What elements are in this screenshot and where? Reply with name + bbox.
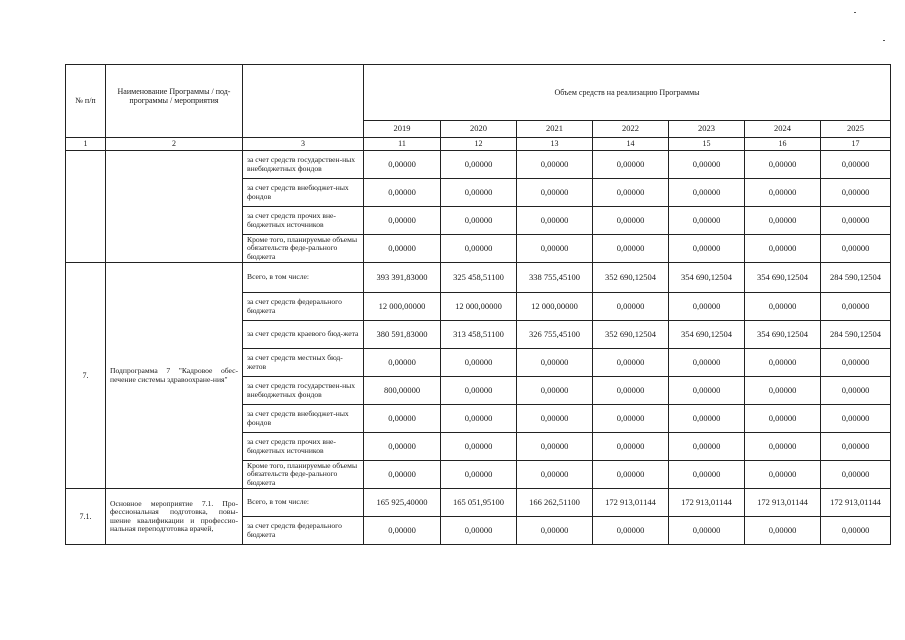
- value-cell: 0,00000: [441, 405, 517, 433]
- value-cell: 0,00000: [593, 293, 669, 321]
- funding-source: за счет средств прочих вне-бюджетных источников: [243, 433, 364, 461]
- value-cell: 0,00000: [364, 433, 441, 461]
- year-header: 2024: [745, 121, 821, 138]
- funding-source: за счет средств внебюджет-ных фондов: [243, 179, 364, 207]
- value-cell: 0,00000: [517, 405, 593, 433]
- funding-source: Кроме того, планируемые объемы обязательств феде-рального бюджета: [243, 461, 364, 489]
- value-cell: 0,00000: [821, 151, 891, 179]
- funding-source: за счет средств федерального бюджета: [243, 293, 364, 321]
- value-cell: 0,00000: [593, 461, 669, 489]
- year-header: 2020: [441, 121, 517, 138]
- funding-source: Кроме того, планируемые объемы обязательств феде-рального бюджета: [243, 235, 364, 263]
- value-cell: 0,00000: [821, 405, 891, 433]
- funding-source: Всего, в том числе:: [243, 263, 364, 293]
- value-cell: 0,00000: [821, 207, 891, 235]
- value-cell: 800,00000: [364, 377, 441, 405]
- funding-source: за счет средств прочих вне-бюджетных источников: [243, 207, 364, 235]
- value-cell: 284 590,12504: [821, 263, 891, 293]
- value-cell: 0,00000: [517, 377, 593, 405]
- column-number: 3: [243, 138, 364, 151]
- value-cell: 0,00000: [821, 293, 891, 321]
- value-cell: 0,00000: [669, 405, 745, 433]
- value-cell: 0,00000: [441, 235, 517, 263]
- value-cell: 0,00000: [364, 461, 441, 489]
- header-num: № п/п: [66, 65, 106, 138]
- header-volume: Объем средств на реализацию Программы: [364, 65, 891, 121]
- value-cell: 0,00000: [745, 405, 821, 433]
- row-name: Подпрограмма 7 "Кадровое обес-печение системы здравоохране-ния": [106, 263, 243, 489]
- value-cell: 0,00000: [593, 179, 669, 207]
- header-source: [243, 65, 364, 138]
- value-cell: 0,00000: [517, 349, 593, 377]
- value-cell: 172 913,01144: [669, 489, 745, 517]
- column-number: 11: [364, 138, 441, 151]
- column-number: 17: [821, 138, 891, 151]
- row-index: 7.1.: [66, 489, 106, 545]
- value-cell: 354 690,12504: [669, 321, 745, 349]
- value-cell: 326 755,45100: [517, 321, 593, 349]
- value-cell: 0,00000: [517, 461, 593, 489]
- value-cell: 12 000,00000: [517, 293, 593, 321]
- value-cell: 0,00000: [669, 349, 745, 377]
- row-name-cell: [106, 151, 243, 263]
- value-cell: 0,00000: [441, 433, 517, 461]
- value-cell: 0,00000: [517, 151, 593, 179]
- value-cell: 0,00000: [669, 207, 745, 235]
- column-number: 1: [66, 138, 106, 151]
- value-cell: 0,00000: [821, 179, 891, 207]
- value-cell: 284 590,12504: [821, 321, 891, 349]
- value-cell: 0,00000: [745, 235, 821, 263]
- value-cell: 0,00000: [745, 517, 821, 545]
- column-number: 13: [517, 138, 593, 151]
- value-cell: 0,00000: [441, 461, 517, 489]
- value-cell: 12 000,00000: [441, 293, 517, 321]
- funding-source: за счет средств местных бюд-жетов: [243, 349, 364, 377]
- year-header: 2023: [669, 121, 745, 138]
- value-cell: 172 913,01144: [745, 489, 821, 517]
- value-cell: 0,00000: [669, 151, 745, 179]
- column-number: 15: [669, 138, 745, 151]
- funding-source: за счет средств государствен-ных внебюджетных фондов: [243, 151, 364, 179]
- value-cell: 0,00000: [593, 151, 669, 179]
- value-cell: 0,00000: [745, 349, 821, 377]
- value-cell: 393 391,83000: [364, 263, 441, 293]
- value-cell: 0,00000: [593, 405, 669, 433]
- value-cell: 352 690,12504: [593, 263, 669, 293]
- value-cell: 172 913,01144: [593, 489, 669, 517]
- value-cell: 0,00000: [669, 179, 745, 207]
- value-cell: 0,00000: [821, 349, 891, 377]
- value-cell: 0,00000: [745, 179, 821, 207]
- value-cell: 0,00000: [517, 179, 593, 207]
- budget-table: [65, 64, 891, 545]
- funding-source: за счет средств краевого бюд-жета: [243, 321, 364, 349]
- value-cell: 0,00000: [745, 461, 821, 489]
- value-cell: 165 925,40000: [364, 489, 441, 517]
- year-header: 2022: [593, 121, 669, 138]
- value-cell: 0,00000: [669, 377, 745, 405]
- value-cell: 0,00000: [364, 405, 441, 433]
- funding-source: за счет средств внебюджет-ных фондов: [243, 405, 364, 433]
- value-cell: 0,00000: [593, 433, 669, 461]
- value-cell: 0,00000: [821, 433, 891, 461]
- table-row: [66, 263, 891, 293]
- value-cell: 325 458,51100: [441, 263, 517, 293]
- value-cell: 0,00000: [441, 207, 517, 235]
- value-cell: 0,00000: [593, 517, 669, 545]
- value-cell: 0,00000: [517, 433, 593, 461]
- value-cell: 0,00000: [821, 377, 891, 405]
- funding-source: Всего, в том числе:: [243, 489, 364, 517]
- row-index-cell: [66, 151, 106, 263]
- value-cell: 0,00000: [669, 517, 745, 545]
- table-row: [66, 489, 891, 517]
- year-header: 2019: [364, 121, 441, 138]
- value-cell: 0,00000: [364, 179, 441, 207]
- value-cell: 0,00000: [821, 461, 891, 489]
- column-number: 12: [441, 138, 517, 151]
- value-cell: 354 690,12504: [745, 321, 821, 349]
- value-cell: 0,00000: [441, 517, 517, 545]
- value-cell: 0,00000: [441, 179, 517, 207]
- value-cell: 0,00000: [745, 293, 821, 321]
- table-row: [66, 151, 891, 179]
- value-cell: 0,00000: [821, 517, 891, 545]
- value-cell: 352 690,12504: [593, 321, 669, 349]
- value-cell: 0,00000: [517, 235, 593, 263]
- value-cell: 0,00000: [669, 461, 745, 489]
- funding-source: за счет средств государствен-ных внебюджетных фондов: [243, 377, 364, 405]
- table-body: [66, 151, 891, 545]
- value-cell: 380 591,83000: [364, 321, 441, 349]
- header-name: Наименование Программы / под-программы / мероприятия: [106, 65, 243, 138]
- scan-speck: [883, 40, 885, 41]
- value-cell: 0,00000: [593, 235, 669, 263]
- value-cell: 0,00000: [364, 235, 441, 263]
- value-cell: 0,00000: [364, 349, 441, 377]
- value-cell: 338 755,45100: [517, 263, 593, 293]
- value-cell: 0,00000: [745, 207, 821, 235]
- value-cell: 313 458,51100: [441, 321, 517, 349]
- value-cell: 0,00000: [364, 151, 441, 179]
- value-cell: 0,00000: [745, 151, 821, 179]
- value-cell: 0,00000: [364, 517, 441, 545]
- row-name: Основное мероприятие 7.1. Про-фессиональная подготовка, повы-шение квалификации и профессио-нальная переподготовка врачей,: [106, 489, 243, 545]
- funding-source: за счет средств федерального бюджета: [243, 517, 364, 545]
- year-header: 2025: [821, 121, 891, 138]
- value-cell: 0,00000: [821, 235, 891, 263]
- value-cell: 0,00000: [364, 207, 441, 235]
- value-cell: 354 690,12504: [745, 263, 821, 293]
- value-cell: 0,00000: [669, 235, 745, 263]
- column-numbers-row: [66, 138, 891, 151]
- value-cell: 0,00000: [441, 377, 517, 405]
- value-cell: 0,00000: [593, 377, 669, 405]
- row-index: 7.: [66, 263, 106, 489]
- value-cell: 12 000,00000: [364, 293, 441, 321]
- value-cell: 0,00000: [441, 349, 517, 377]
- column-number: 2: [106, 138, 243, 151]
- value-cell: 0,00000: [593, 207, 669, 235]
- value-cell: 0,00000: [517, 207, 593, 235]
- value-cell: 0,00000: [669, 293, 745, 321]
- column-number: 16: [745, 138, 821, 151]
- value-cell: 354 690,12504: [669, 263, 745, 293]
- value-cell: 0,00000: [669, 433, 745, 461]
- column-number: 14: [593, 138, 669, 151]
- value-cell: 0,00000: [745, 377, 821, 405]
- scan-speck: [854, 12, 856, 13]
- value-cell: 165 051,95100: [441, 489, 517, 517]
- value-cell: 172 913,01144: [821, 489, 891, 517]
- value-cell: 0,00000: [593, 349, 669, 377]
- value-cell: 0,00000: [745, 433, 821, 461]
- value-cell: 166 262,51100: [517, 489, 593, 517]
- year-header: 2021: [517, 121, 593, 138]
- value-cell: 0,00000: [441, 151, 517, 179]
- value-cell: 0,00000: [517, 517, 593, 545]
